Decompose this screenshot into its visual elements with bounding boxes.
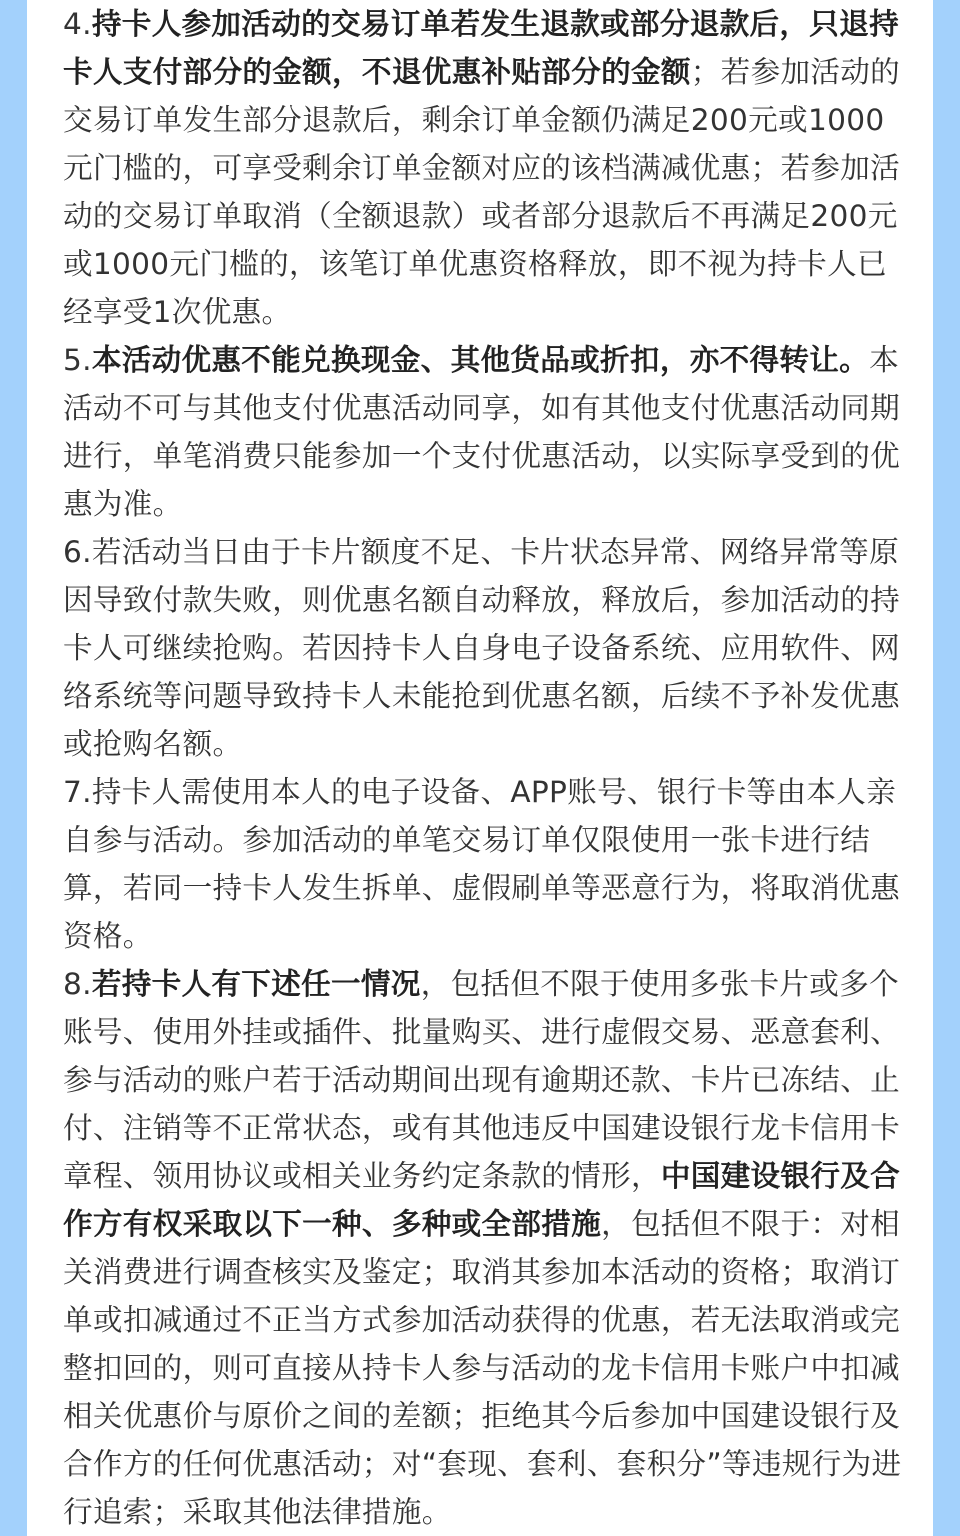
rule-8 — [63, 960, 903, 1536]
rule-8-number: 8. — [63, 967, 92, 1001]
rules-card — [27, 0, 933, 1536]
rule-4-text: ；若参加活动的交易订单发生部分退款后，剩余订单金额仍满足200元或1000元门槛的，可享受剩余订单金额对应的该档满减优惠；若参加活动的交易订单取消（全额退款）或者部分退款后不再满足200元或1000元门槛的，该笔订单优惠资格释放，即不视为持卡人已经享受1次优惠。 — [63, 55, 901, 329]
rule-8-bold-1: 若持卡人有下述任一情况 — [91, 967, 421, 1001]
rule-4 — [63, 0, 903, 336]
rule-4-bold: 持卡人参加活动的交易订单若发生退款或部分退款后，只退持卡人支付部分的金额，不退优惠补贴部分的金额 — [63, 7, 899, 89]
rule-5-text: 本活动不可与其他支付优惠活动同享，如有其他支付优惠活动同期进行，单笔消费只能参加一个支付优惠活动，以实际享受到的优惠为准。 — [63, 343, 901, 521]
rule-8-text-2: ，包括但不限于：对相关消费进行调查核实及鉴定；取消其参加本活动的资格；取消订单或扣减通过不正当方式参加活动获得的优惠，若无法取消或完整扣回的，则可直接从持卡人参与活动的龙卡信用卡账户中扣减相关优惠价与原价之间的差额；拒绝其今后参加中国建设银行及合作方的任何优惠活动；对“套现、套利、套积分”等违规行为进行追索；采取其他法律措施。 — [63, 1207, 902, 1529]
rule-8-text-1: ，包括但不限于使用多张卡片或多个账号、使用外挂或插件、批量购买、进行虚假交易、恶意套利、参与活动的账户若于活动期间出现有逾期还款、卡片已冻结、止付、注销等不正常状态，或有其他违反中国建设银行龙卡信用卡章程、领用协议或相关业务约定条款的情形， — [63, 967, 901, 1193]
rule-6: 6.若活动当日由于卡片额度不足、卡片状态异常、网络异常等原因导致付款失败，则优惠名额自动释放，释放后，参加活动的持卡人可继续抢购。若因持卡人自身电子设备系统、应用软件、网络系统等问题导致持卡人未能抢到优惠名额，后续不予补发优惠或抢购名额。 — [63, 535, 901, 761]
rule-5-bold: 本活动优惠不能兑换现金、其他货品或折扣，亦不得转让。 — [91, 343, 870, 377]
rule-8-bold-2: 中国建设银行及合作方有权采取以下一种、多种或全部措施 — [63, 1159, 901, 1241]
rule-5-number: 5. — [63, 343, 92, 377]
rule-4-number: 4. — [63, 7, 92, 41]
rule-5 — [63, 336, 903, 528]
rule-7: 7.持卡人需使用本人的电子设备、APP账号、银行卡等由本人亲自参与活动。参加活动的单笔交易订单仅限使用一张卡进行结算，若同一持卡人发生拆单、虚假刷单等恶意行为，将取消优惠资格。 — [63, 775, 901, 953]
rules-text — [63, 0, 903, 1536]
